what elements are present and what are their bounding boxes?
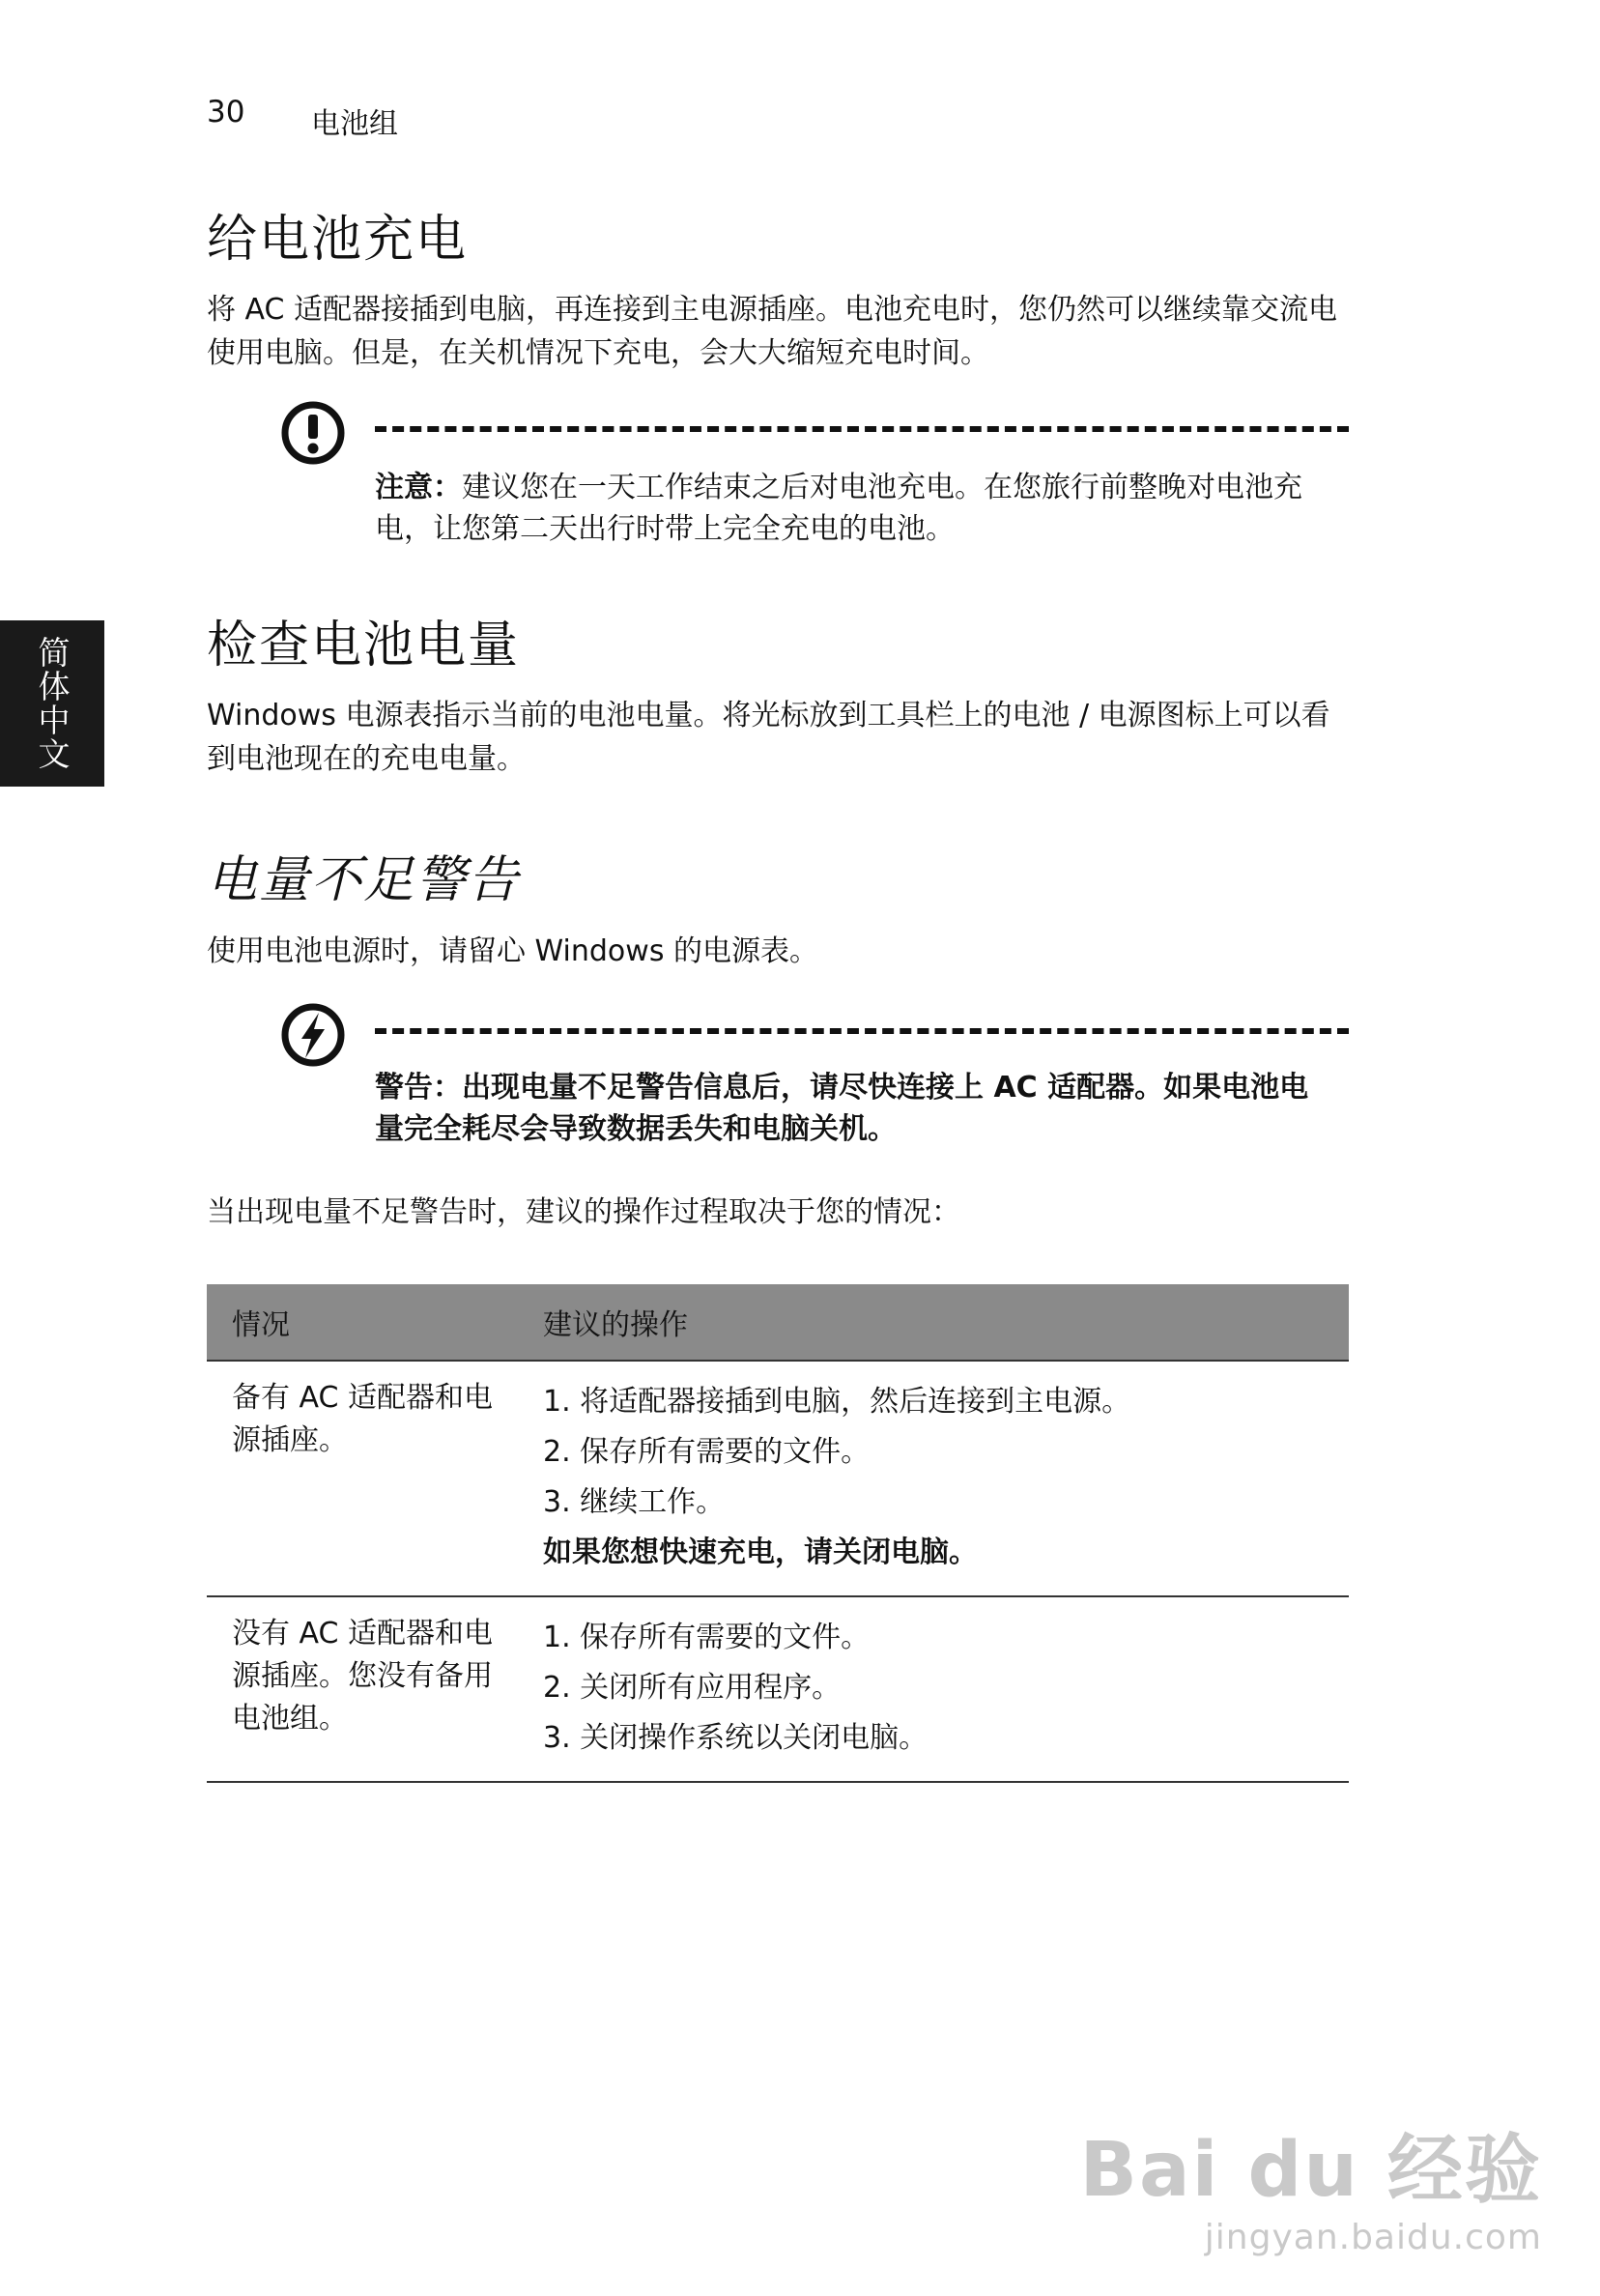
action-cell bbox=[518, 1361, 1349, 1596]
side-tab-label: 简体中文 bbox=[33, 636, 71, 771]
warning-divider bbox=[375, 1028, 1349, 1034]
lightning-circle-icon bbox=[280, 1002, 346, 1068]
low-battery-warning: 警告：出现电量不足警告信息后，请尽快连接上 AC 适配器。如果电池电量完全耗尽会导致数据丢失和电脑关机。 bbox=[375, 1071, 1309, 1146]
watermark-logo: Bai du 经验 bbox=[1079, 2127, 1542, 2214]
low-battery-paragraph: 使用电池电源时，请留心 Windows 的电源表。 bbox=[207, 934, 818, 968]
language-side-tab bbox=[0, 620, 104, 787]
situation-cell: 没有 AC 适配器和电源插座。您没有备用电池组。 bbox=[207, 1596, 518, 1782]
step-item: 1. 将适配器接插到电脑，然后连接到主电源。 bbox=[543, 1385, 1131, 1419]
procedure-intro: 当出现电量不足警告时，建议的操作过程取决于您的情况： bbox=[207, 1195, 960, 1229]
table-header-row bbox=[207, 1284, 1349, 1361]
table-row bbox=[207, 1596, 1349, 1782]
section-title-low-battery: 电量不足警告 bbox=[207, 851, 521, 909]
exclamation-circle-icon bbox=[280, 400, 346, 466]
situation-cell: 备有 AC 适配器和电源插座。 bbox=[207, 1361, 518, 1596]
note-divider bbox=[375, 426, 1349, 432]
charging-paragraph: 将 AC 适配器接插到电脑，再连接到主电源插座。电池充电时，您仍然可以继续靠交流电使用电脑。但是，在关机情况下充电，会大大缩短充电时间。 bbox=[207, 293, 1338, 370]
header-action: 建议的操作 bbox=[518, 1284, 1349, 1361]
step-item: 2. 保存所有需要的文件。 bbox=[543, 1435, 871, 1469]
table-row bbox=[207, 1361, 1349, 1596]
charging-note bbox=[375, 467, 1322, 550]
step-item: 3. 关闭操作系统以关闭电脑。 bbox=[543, 1721, 929, 1755]
action-cell bbox=[518, 1596, 1349, 1782]
section-title-check-level: 检查电池电量 bbox=[207, 617, 521, 674]
check-level-paragraph: Windows 电源表指示当前的电池电量。将光标放到工具栏上的电池 / 电源图标上可以看到电池现在的充电电量。 bbox=[207, 699, 1330, 776]
step-item: 1. 保存所有需要的文件。 bbox=[543, 1621, 871, 1654]
note-label: 注意： bbox=[375, 471, 462, 504]
quick-charge-tip: 如果您想快速充电，请关闭电脑。 bbox=[543, 1535, 978, 1569]
watermark-url: jingyan.baidu.com bbox=[1204, 2218, 1542, 2257]
step-item: 3. 继续工作。 bbox=[543, 1485, 726, 1519]
note-text: 建议您在一天工作结束之后对电池充电。在您旅行前整晚对电池充电，让您第二天出行时带上完全充电的电池。 bbox=[375, 471, 1302, 546]
running-title: 电池组 bbox=[311, 107, 398, 141]
header-situation: 情况 bbox=[207, 1284, 518, 1361]
step-item: 2. 关闭所有应用程序。 bbox=[543, 1671, 842, 1705]
procedure-table bbox=[207, 1284, 1349, 1783]
page-number: 30 bbox=[207, 95, 245, 129]
baidu-watermark bbox=[1080, 2109, 1543, 2257]
section-title-charging: 给电池充电 bbox=[207, 211, 469, 269]
